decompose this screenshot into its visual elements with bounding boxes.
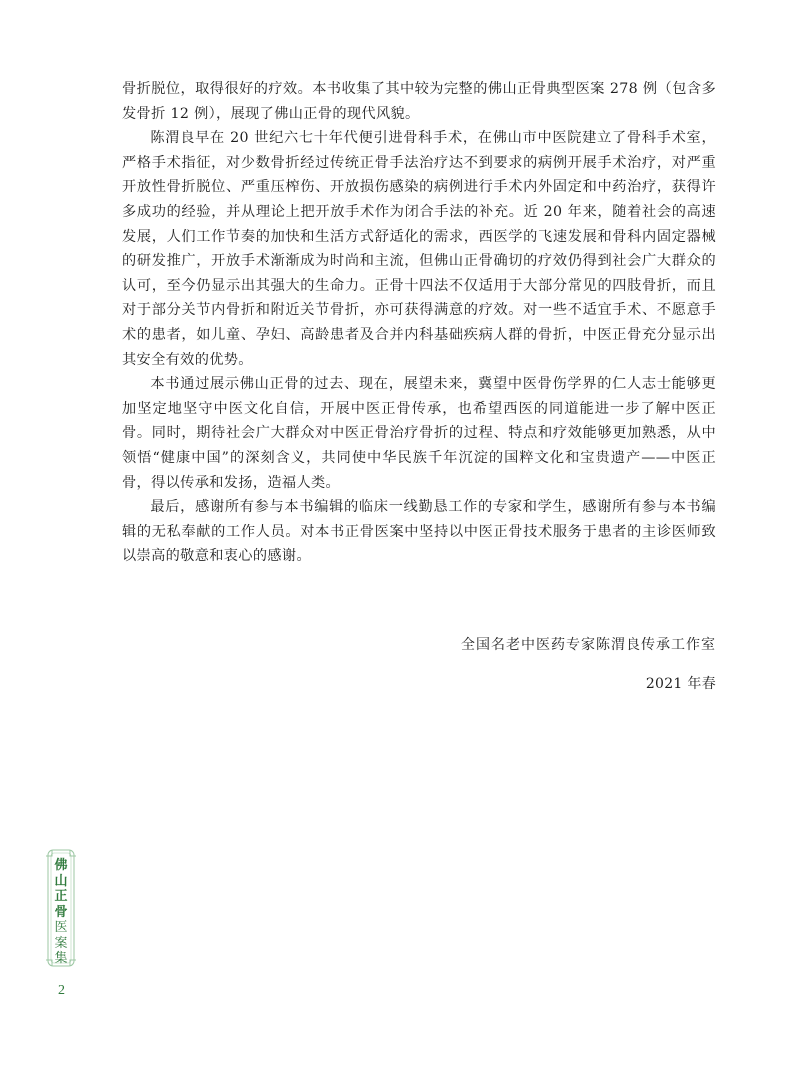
signature-block bbox=[461, 633, 716, 696]
signature-date: 2021 年春 bbox=[645, 676, 716, 692]
body-text bbox=[122, 77, 716, 569]
page-number: 2 bbox=[58, 983, 65, 998]
paragraph-continued: 骨折脱位，取得很好的疗效。本书收集了其中较为完整的佛山正骨典型医案 278 例（包含多发骨折 12 例），展现了佛山正骨的现代风貌。 bbox=[122, 81, 716, 122]
paragraph: 最后，感谢所有参与本书编辑的临床一线勤恳工作的专家和学生，感谢所有参与本书编辑的无私奉献的工作人员。对本书正骨医案中坚持以中医正骨技术服务于患者的主诊医师致以崇高的敬意和衷心的感谢。 bbox=[122, 499, 716, 565]
paragraph: 本书通过展示佛山正骨的过去、现在，展望未来，冀望中医骨伤学界的仁人志士能够更加坚定地坚守中医文化自信，开展中医正骨传承，也希望西医的同道能进一步了解中医正骨。同时，期待社会广大群众对中医正骨治疗骨折的过程、特点和疗效能够更加熟悉，从中领悟“健康中国”的深刻含义，共同使中华民族千年沉淀的国粹文化和宝贵遗产——中医正骨，得以传承和发扬，造福人类。 bbox=[122, 376, 716, 491]
side-tab-char: 医 bbox=[54, 920, 68, 935]
side-tab-char: 正 bbox=[54, 889, 68, 904]
side-tab-char: 山 bbox=[54, 873, 68, 889]
paragraph: 陈渭良早在 20 世纪六七十年代便引进骨科手术，在佛山市中医院建立了骨科手术室，严格手术指征，对少数骨折经过传统正骨手法治疗达不到要求的病例开展手术治疗，对严重开放性骨折脱位、严重压榨伤、开放损伤感染的病例进行手术内外固定和中药治疗，获得许多成功的经验，并从理论上把开放手术作为闭合手法的补充。近 20 年来，随着社会的高速发展，人们工作节奏的加快和生活方式舒适化的需求，西医学的飞速发展和骨科内固定器械的研发推广，开放手术渐渐成为时尚和主流，但佛山正骨确切的疗效仍得到社会广大群众的认可，至今仍显示出其强大的生命力。正骨十四法不仅适用于大部分常见的四肢骨折，而且对于部分关节内骨折和附近关节骨折，亦可获得满意的疗效。对一些不适宜手术、不愿意手术的患者，如儿童、孕妇、高龄患者及合并内科基础疾病人群的骨折，中医正骨充分显示出其安全有效的优势。 bbox=[122, 130, 716, 368]
side-tab-char: 骨 bbox=[54, 904, 68, 920]
signature-author: 全国名老中医药专家陈渭良传承工作室 bbox=[461, 637, 716, 653]
side-tab-char: 案 bbox=[54, 935, 68, 951]
side-tab-title bbox=[46, 858, 76, 967]
side-tab-char: 佛 bbox=[54, 858, 68, 873]
side-tab-char: 集 bbox=[54, 951, 68, 966]
book-title-side-tab bbox=[46, 848, 76, 968]
